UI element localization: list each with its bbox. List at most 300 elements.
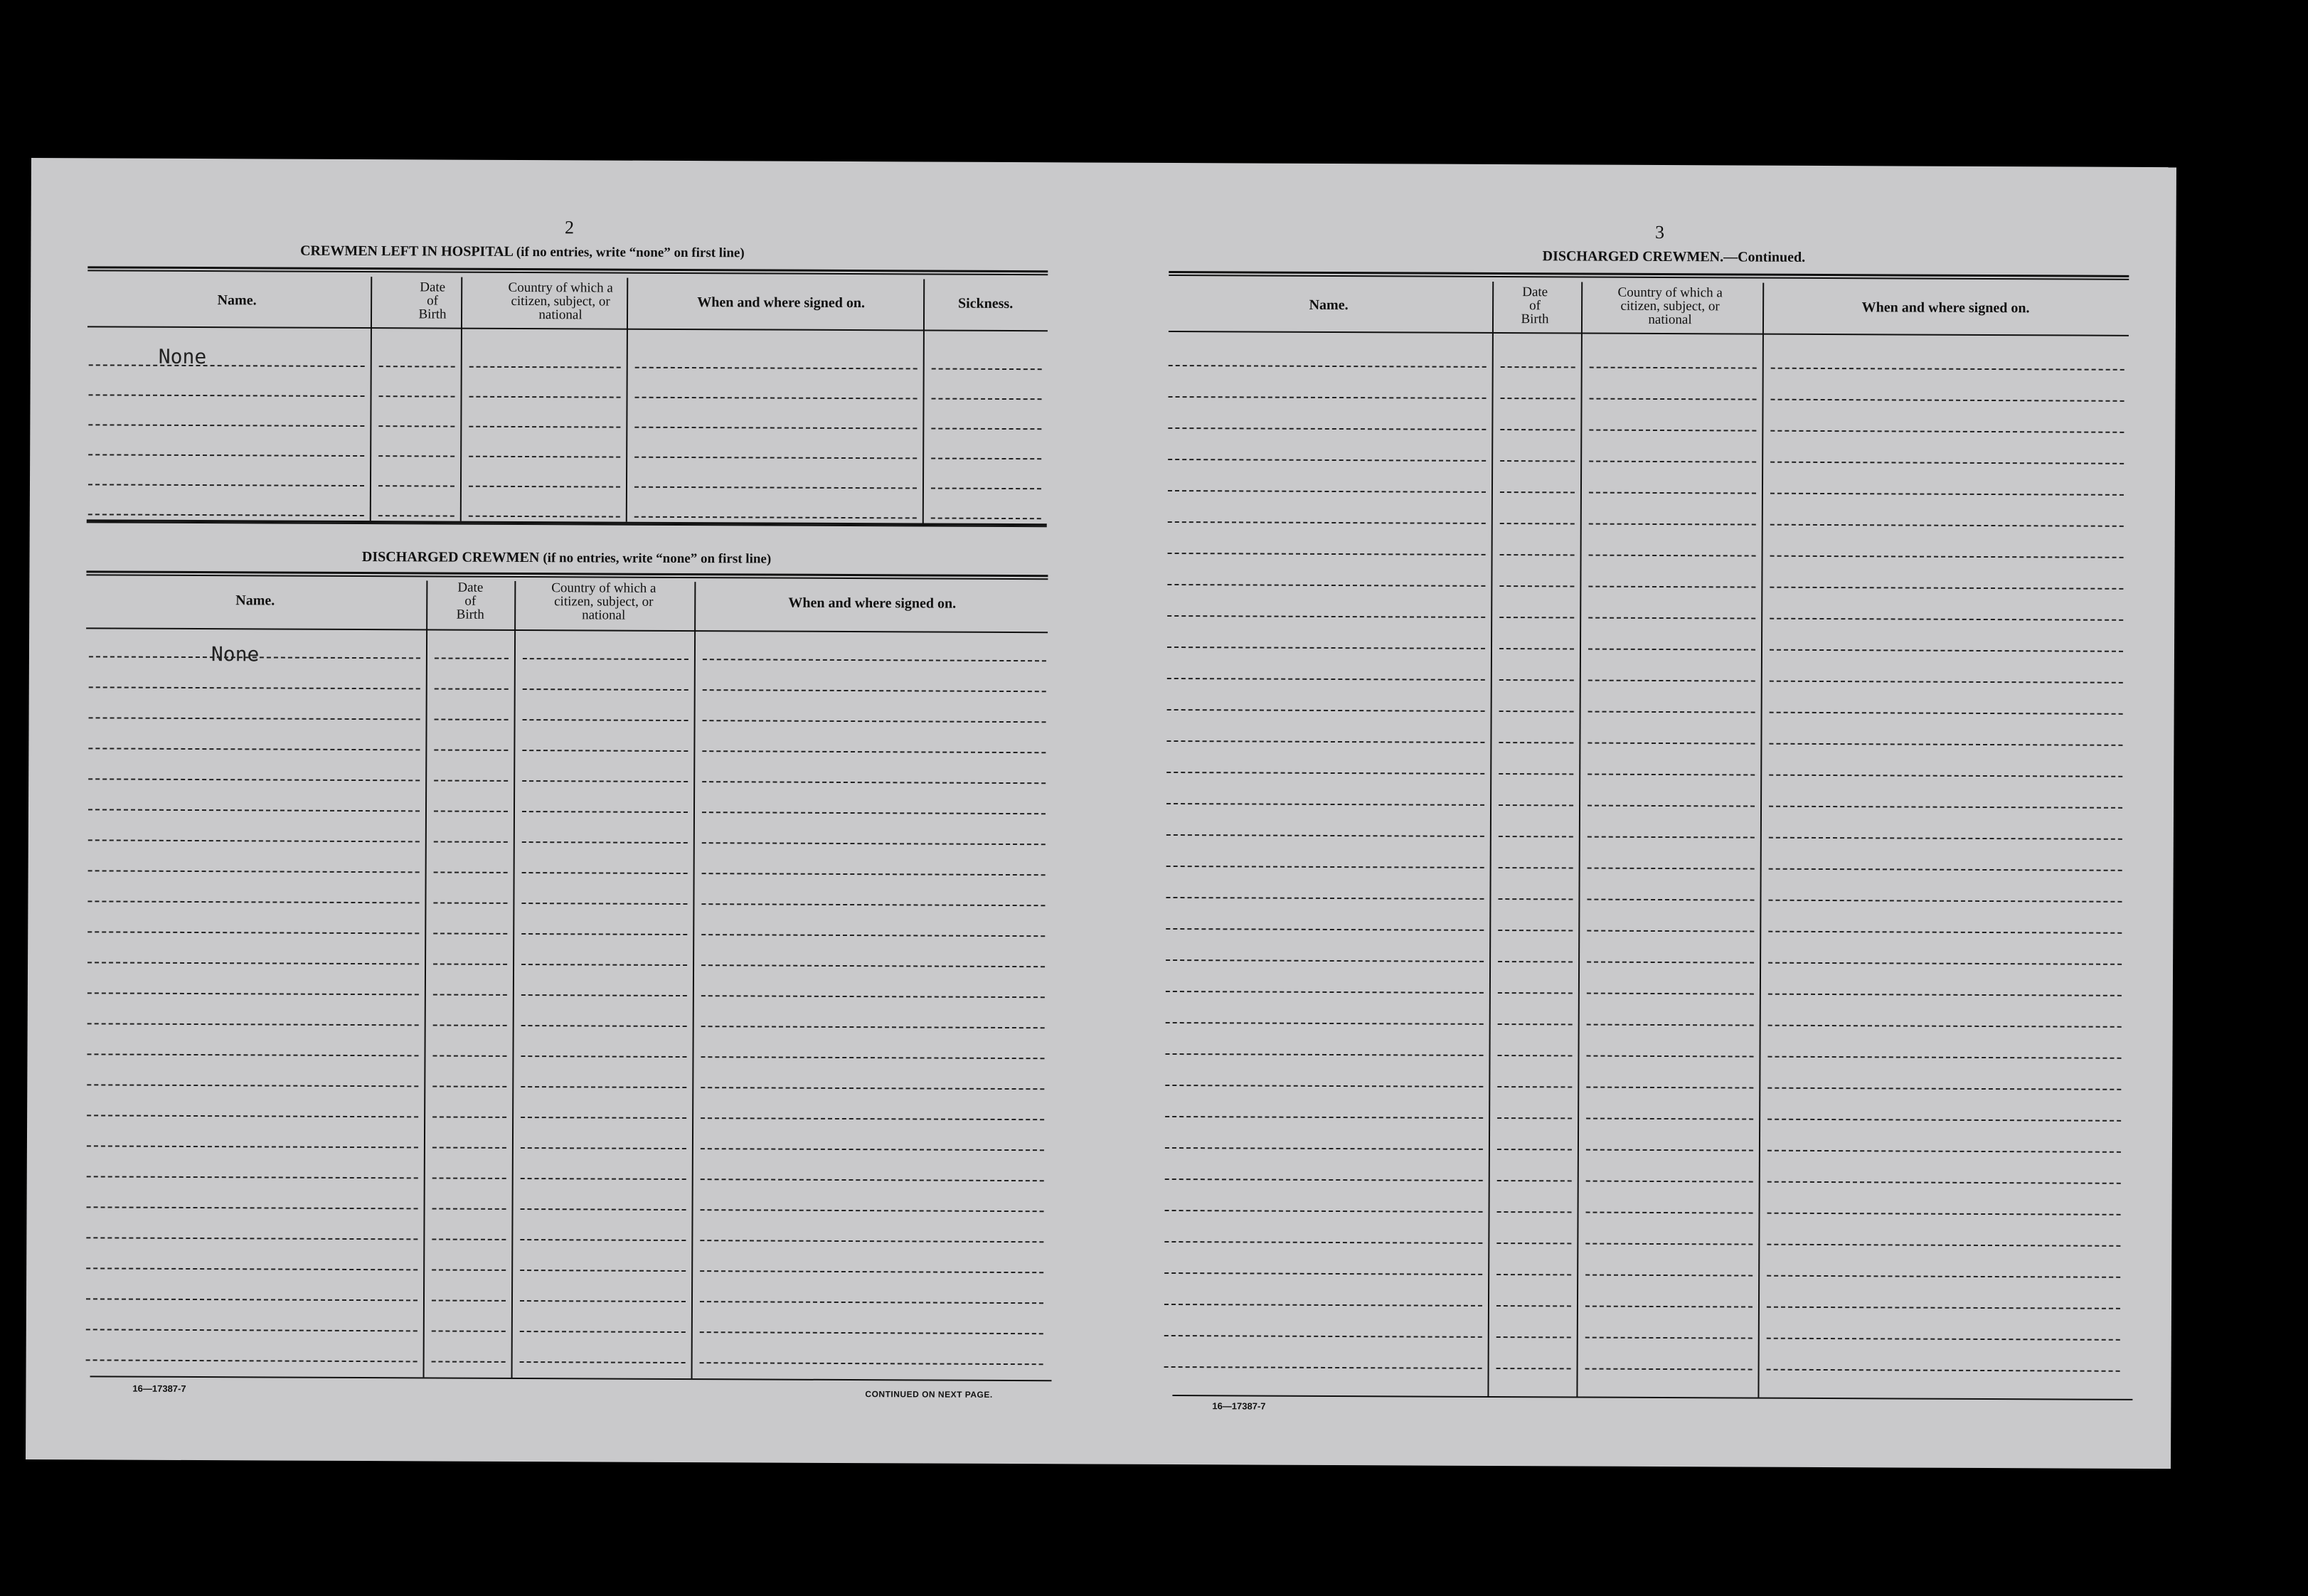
- right-row-line: [1588, 586, 1755, 588]
- discharged-row-line: [703, 659, 1046, 661]
- discharged-row-line: [432, 1299, 506, 1301]
- right-row-line: [1499, 867, 1573, 868]
- right-row-line: [1586, 1181, 1753, 1183]
- right-column-divider: [1757, 283, 1764, 1398]
- right-row-line: [1588, 617, 1755, 619]
- right-row-line: [1768, 931, 2122, 934]
- right-row-line: [1771, 399, 2124, 402]
- hospital-row-line: [932, 398, 1042, 400]
- right-row-line: [1586, 1118, 1753, 1120]
- discharged-row-line: [522, 841, 688, 844]
- discharged-row-line: [87, 1206, 418, 1209]
- discharged-row-line: [701, 1209, 1044, 1212]
- right-row-line: [1589, 523, 1756, 526]
- discharged-row-line: [433, 902, 507, 903]
- right-row-line: [1770, 493, 2124, 496]
- discharged-row-line: [434, 841, 508, 842]
- right-row-line: [1166, 928, 1484, 931]
- right-row-line: [1771, 368, 2124, 371]
- discharged-row-line: [521, 1147, 686, 1149]
- continued-note: CONTINUED ON NEXT PAGE.: [865, 1389, 993, 1400]
- right-row-line: [1769, 775, 2122, 777]
- right-row-line: [1499, 585, 1574, 587]
- discharged-row-line: [701, 1056, 1044, 1059]
- right-row-line: [1767, 1150, 2121, 1153]
- discharged-row-line: [89, 686, 420, 689]
- discharged-row-line: [700, 1240, 1043, 1243]
- right-row-line: [1496, 1305, 1571, 1307]
- right-row-line: [1164, 1304, 1482, 1307]
- hospital-row-line: [88, 424, 364, 427]
- right-row-line: [1585, 1368, 1753, 1371]
- discharged-entry-none: None: [211, 642, 260, 666]
- right-header-signed: When and where signed on.: [1861, 299, 2030, 316]
- right-row-line: [1496, 1274, 1571, 1275]
- form-number-right: 16—17387-7: [1212, 1400, 1266, 1412]
- right-row-line: [1164, 1335, 1482, 1338]
- discharged-row-line: [521, 1025, 687, 1027]
- right-row-line: [1587, 962, 1754, 964]
- discharged-row-line: [432, 1361, 506, 1362]
- discharged-row-line: [702, 842, 1046, 845]
- discharged-header-rule: [86, 627, 1048, 633]
- discharged-title: DISCHARGED CREWMEN (if no entries, write “none” on first line): [361, 549, 772, 567]
- right-row-line: [1496, 1336, 1571, 1338]
- right-row-line: [1500, 554, 1575, 555]
- discharged-row-line: [435, 688, 509, 689]
- right-row-line: [1588, 649, 1755, 651]
- hospital-row-line: [635, 367, 918, 370]
- right-row-line: [1499, 804, 1573, 806]
- right-row-line: [1497, 1086, 1572, 1087]
- discharged-row-line: [701, 1179, 1044, 1181]
- discharged-column-divider: [691, 582, 696, 1378]
- right-row-line: [1167, 584, 1485, 587]
- right-row-line: [1590, 398, 1757, 400]
- hospital-column-divider: [460, 277, 462, 521]
- right-row-line: [1166, 897, 1484, 900]
- discharged-row-line: [89, 717, 420, 720]
- right-header-name: Name.: [1309, 297, 1349, 314]
- discharged-row-line: [432, 1330, 506, 1331]
- right-row-line: [1166, 959, 1484, 962]
- discharged-row-line: [88, 748, 420, 750]
- hospital-row-line: [379, 395, 455, 397]
- right-row-line: [1498, 898, 1573, 900]
- right-row-line: [1767, 1213, 2121, 1215]
- right-row-line: [1497, 1180, 1572, 1181]
- discharged-row-line: [521, 964, 687, 966]
- right-row-line: [1767, 1275, 2120, 1278]
- discharged-row-line: [702, 750, 1046, 753]
- discharged-row-line: [522, 780, 688, 782]
- right-row-line: [1587, 930, 1754, 932]
- right-row-line: [1498, 961, 1573, 962]
- right-row-line: [1498, 992, 1573, 994]
- right-row-line: [1770, 712, 2123, 715]
- right-row-line: [1585, 1337, 1753, 1339]
- discharged-row-line: [86, 1329, 418, 1331]
- right-row-line: [1499, 617, 1574, 618]
- right-row-line: [1167, 615, 1485, 618]
- discharged-row-line: [521, 1086, 686, 1088]
- hospital-row-line: [469, 366, 621, 368]
- hospital-row-line: [469, 456, 620, 458]
- right-row-line: [1499, 742, 1573, 743]
- discharged-row-line: [521, 933, 687, 935]
- discharged-row-line: [86, 1298, 418, 1301]
- right-row-line: [1770, 430, 2124, 433]
- discharged-header-signed: When and where signed on.: [788, 595, 957, 612]
- discharged-row-line: [520, 1361, 686, 1363]
- right-row-line: [1165, 1179, 1483, 1181]
- discharged-row-line: [432, 1116, 506, 1117]
- hospital-row-line: [88, 514, 364, 516]
- discharged-row-line: [520, 1270, 686, 1272]
- discharged-row-line: [700, 1270, 1043, 1273]
- right-row-line: [1587, 1055, 1754, 1058]
- right-row-line: [1497, 1117, 1572, 1119]
- right-row-line: [1167, 709, 1485, 712]
- right-row-line: [1767, 1119, 2121, 1122]
- right-row-line: [1585, 1243, 1753, 1245]
- right-row-line: [1165, 1210, 1483, 1213]
- right-row-line: [1500, 460, 1575, 462]
- discharged-row-line: [700, 1362, 1043, 1365]
- hospital-row-line: [469, 396, 621, 398]
- discharged-row-line: [432, 1269, 506, 1270]
- right-row-line: [1499, 773, 1573, 775]
- discharged-row-line: [432, 1208, 506, 1209]
- discharged-row-line: [521, 1178, 686, 1180]
- discharged-row-line: [87, 962, 419, 964]
- document-sheet: [26, 158, 2176, 1469]
- discharged-row-line: [701, 995, 1045, 998]
- discharged-row-line: [521, 903, 687, 905]
- right-row-line: [1166, 991, 1484, 994]
- right-row-line: [1499, 836, 1573, 837]
- discharged-row-line: [87, 931, 419, 934]
- hospital-row-line: [89, 394, 365, 397]
- hospital-header-name: Name.: [217, 292, 257, 309]
- discharged-header-country: Country of which a citizen, subject, or national: [551, 580, 656, 623]
- right-row-line: [1497, 1211, 1572, 1213]
- discharged-row-line: [87, 1053, 418, 1056]
- right-row-line: [1166, 866, 1484, 868]
- discharged-row-line: [86, 1359, 418, 1362]
- right-row-line: [1168, 490, 1486, 493]
- right-row-line: [1498, 1023, 1573, 1025]
- discharged-row-line: [87, 1114, 418, 1117]
- discharged-row-line: [87, 1084, 418, 1087]
- discharged-row-line: [435, 718, 509, 720]
- right-row-line: [1589, 461, 1756, 463]
- discharged-row-line: [433, 963, 507, 964]
- discharged-header-name: Name.: [235, 592, 275, 609]
- right-row-line: [1499, 679, 1574, 681]
- right-row-line: [1499, 648, 1574, 649]
- discharged-row-line: [433, 994, 507, 995]
- discharged-row-line: [434, 871, 508, 873]
- right-row-line: [1500, 429, 1575, 430]
- hospital-bottom-rule: [87, 519, 1047, 527]
- right-bottom-rule: [1172, 1395, 2132, 1400]
- right-row-line: [1589, 430, 1756, 432]
- discharged-row-line: [87, 900, 419, 903]
- discharged-row-line: [433, 1024, 507, 1026]
- right-row-line: [1767, 1369, 2120, 1372]
- discharged-row-line: [88, 839, 420, 842]
- discharged-row-line: [521, 1117, 686, 1119]
- discharged-row-line: [88, 870, 420, 873]
- right-row-line: [1166, 772, 1484, 775]
- discharged-row-line: [523, 719, 688, 721]
- hospital-row-line: [88, 484, 364, 486]
- discharged-row-line: [434, 810, 508, 812]
- right-row-line: [1767, 1244, 2120, 1247]
- discharged-row-line: [523, 658, 688, 660]
- right-row-line: [1768, 962, 2122, 965]
- discharged-row-line: [702, 812, 1046, 814]
- right-row-line: [1500, 523, 1575, 524]
- right-row-line: [1167, 678, 1485, 681]
- discharged-row-line: [87, 992, 419, 995]
- discharged-row-line: [87, 1176, 418, 1179]
- discharged-row-line: [520, 1300, 686, 1302]
- discharged-row-line: [520, 1331, 686, 1333]
- discharged-row-line: [700, 1331, 1043, 1334]
- discharged-row-line: [703, 689, 1046, 692]
- discharged-row-line: [86, 1267, 418, 1270]
- hospital-top-rule: [87, 266, 1048, 275]
- right-header-rule: [1169, 331, 2129, 336]
- discharged-row-line: [523, 688, 688, 691]
- right-row-line: [1588, 805, 1755, 807]
- right-row-line: [1166, 803, 1484, 806]
- right-row-line: [1767, 1338, 2120, 1341]
- hospital-row-line: [634, 486, 917, 489]
- right-row-line: [1770, 462, 2124, 464]
- right-row-line: [1164, 1366, 1482, 1369]
- hospital-row-line: [469, 516, 620, 518]
- right-row-line: [1169, 396, 1487, 399]
- right-row-line: [1166, 1022, 1484, 1025]
- discharged-row-line: [701, 1148, 1044, 1151]
- discharged-row-line: [701, 1026, 1045, 1028]
- right-row-line: [1498, 1055, 1573, 1056]
- hospital-row-line: [379, 366, 455, 367]
- page-number-right: 3: [1655, 221, 1665, 243]
- right-row-line: [1769, 806, 2122, 809]
- right-row-line: [1586, 1212, 1753, 1214]
- discharged-row-line: [88, 778, 420, 781]
- right-title: DISCHARGED CREWMEN.—Continued.: [1542, 248, 1806, 265]
- discharged-row-line: [432, 1055, 506, 1056]
- right-row-line: [1166, 1053, 1484, 1056]
- right-row-line: [1166, 740, 1484, 743]
- right-header-dob: Date of Birth: [1521, 284, 1549, 327]
- right-row-line: [1499, 711, 1574, 712]
- hospital-row-line: [931, 428, 1041, 430]
- right-row-line: [1587, 993, 1754, 995]
- right-row-line: [1588, 868, 1755, 870]
- discharged-row-line: [701, 934, 1045, 937]
- right-row-line: [1589, 555, 1756, 557]
- right-row-line: [1768, 900, 2122, 903]
- hospital-row-line: [378, 485, 454, 486]
- discharged-row-line: [521, 994, 687, 996]
- discharged-row-line: [87, 1145, 418, 1148]
- right-row-line: [1165, 1147, 1483, 1150]
- right-row-line: [1770, 681, 2123, 683]
- hospital-row-line: [469, 486, 620, 488]
- right-row-line: [1588, 743, 1755, 745]
- page-number-left: 2: [565, 217, 575, 238]
- right-row-line: [1589, 492, 1756, 494]
- discharged-row-line: [522, 811, 688, 813]
- right-row-line: [1497, 1149, 1572, 1150]
- right-row-line: [1768, 1056, 2122, 1059]
- hospital-header-rule: [87, 326, 1048, 331]
- hospital-row-line: [931, 488, 1041, 490]
- discharged-row-line: [86, 1237, 418, 1240]
- form-number-left: 16—17387-7: [132, 1383, 186, 1394]
- right-row-line: [1588, 711, 1755, 713]
- discharged-top-rule: [86, 570, 1048, 580]
- hospital-column-divider: [922, 279, 925, 523]
- discharged-row-line: [433, 932, 507, 934]
- discharged-column-divider: [423, 580, 428, 1377]
- right-row-line: [1501, 398, 1575, 399]
- right-row-line: [1767, 1181, 2121, 1184]
- hospital-row-line: [88, 454, 364, 457]
- discharged-row-line: [701, 1117, 1044, 1120]
- right-row-line: [1767, 1307, 2120, 1309]
- discharged-row-line: [432, 1177, 506, 1179]
- discharged-row-line: [432, 1238, 506, 1240]
- hospital-row-line: [635, 397, 918, 400]
- right-row-line: [1585, 1306, 1753, 1308]
- hospital-header-signed: When and where signed on.: [697, 294, 866, 312]
- discharged-row-line: [522, 750, 688, 752]
- right-row-line: [1169, 365, 1487, 368]
- hospital-header-dob: Date of Birth: [418, 280, 447, 322]
- hospital-row-line: [378, 455, 454, 457]
- discharged-row-line: [701, 1087, 1044, 1090]
- hospital-row-line: [378, 425, 454, 427]
- discharged-row-line: [434, 780, 508, 781]
- right-row-line: [1586, 1087, 1753, 1089]
- right-row-line: [1168, 427, 1486, 430]
- right-header-country: Country of which a citizen, subject, or national: [1617, 284, 1723, 328]
- right-row-line: [1588, 680, 1755, 682]
- right-row-line: [1168, 459, 1486, 462]
- discharged-row-line: [432, 1147, 506, 1148]
- right-row-line: [1498, 930, 1573, 931]
- right-row-line: [1587, 899, 1754, 901]
- right-row-line: [1588, 836, 1755, 839]
- hospital-row-line: [634, 516, 917, 519]
- discharged-row-line: [521, 1208, 686, 1211]
- right-column-divider: [1487, 282, 1494, 1396]
- right-row-line: [1496, 1243, 1571, 1244]
- hospital-row-line: [931, 518, 1041, 520]
- right-row-line: [1500, 491, 1575, 493]
- discharged-row-line: [520, 1239, 686, 1241]
- hospital-title: CREWMEN LEFT IN HOSPITAL (if no entries, write “none” on first line): [300, 243, 745, 261]
- discharged-row-line: [701, 903, 1045, 906]
- right-row-line: [1770, 587, 2123, 590]
- right-row-line: [1768, 994, 2122, 996]
- right-row-line: [1168, 521, 1486, 524]
- right-top-rule: [1169, 271, 2129, 280]
- right-row-line: [1585, 1275, 1753, 1277]
- right-row-line: [1166, 834, 1484, 837]
- right-row-line: [1496, 1368, 1571, 1369]
- hospital-column-divider: [626, 278, 628, 522]
- right-row-line: [1769, 837, 2122, 840]
- right-row-line: [1769, 743, 2122, 746]
- discharged-bottom-rule: [90, 1376, 1052, 1381]
- hospital-entry-none: None: [158, 344, 207, 369]
- discharged-row-line: [702, 781, 1046, 784]
- right-row-line: [1586, 1149, 1753, 1151]
- discharged-row-line: [521, 1055, 686, 1058]
- discharged-row-line: [432, 1085, 506, 1087]
- right-row-line: [1767, 1087, 2121, 1090]
- right-row-line: [1770, 555, 2124, 558]
- hospital-row-line: [932, 368, 1042, 371]
- discharged-row-line: [701, 964, 1045, 967]
- hospital-header-sickness: Sickness.: [957, 295, 1014, 312]
- right-row-line: [1770, 524, 2124, 527]
- right-row-line: [1164, 1241, 1482, 1244]
- right-row-line: [1770, 649, 2123, 652]
- right-row-line: [1167, 647, 1485, 649]
- hospital-row-line: [634, 427, 917, 430]
- discharged-row-line: [435, 657, 509, 659]
- hospital-row-line: [469, 426, 620, 428]
- hospital-row-line: [931, 458, 1041, 460]
- right-row-line: [1164, 1272, 1482, 1275]
- right-row-line: [1501, 366, 1575, 368]
- right-row-line: [1588, 774, 1755, 776]
- hospital-row-line: [634, 457, 917, 459]
- discharged-row-line: [434, 749, 508, 750]
- discharged-row-line: [702, 873, 1046, 876]
- right-row-line: [1769, 868, 2122, 871]
- discharged-header-dob: Date of Birth: [456, 580, 484, 622]
- right-row-line: [1587, 1024, 1754, 1026]
- discharged-column-divider: [511, 581, 516, 1378]
- discharged-row-line: [88, 809, 420, 812]
- discharged-row-line: [703, 720, 1046, 723]
- discharged-row-line: [87, 1023, 419, 1026]
- right-row-line: [1168, 553, 1486, 555]
- right-row-line: [1165, 1116, 1483, 1119]
- right-row-line: [1590, 367, 1757, 369]
- right-row-line: [1165, 1085, 1483, 1087]
- discharged-row-line: [522, 872, 688, 874]
- hospital-row-line: [378, 515, 454, 516]
- hospital-header-country: Country of which a citizen, subject, or national: [508, 280, 613, 323]
- hospital-row-line: [89, 364, 365, 367]
- right-column-divider: [1576, 282, 1583, 1397]
- discharged-row-line: [700, 1301, 1043, 1304]
- right-row-line: [1770, 618, 2123, 621]
- right-row-line: [1768, 1025, 2122, 1028]
- hospital-column-divider: [370, 277, 372, 521]
